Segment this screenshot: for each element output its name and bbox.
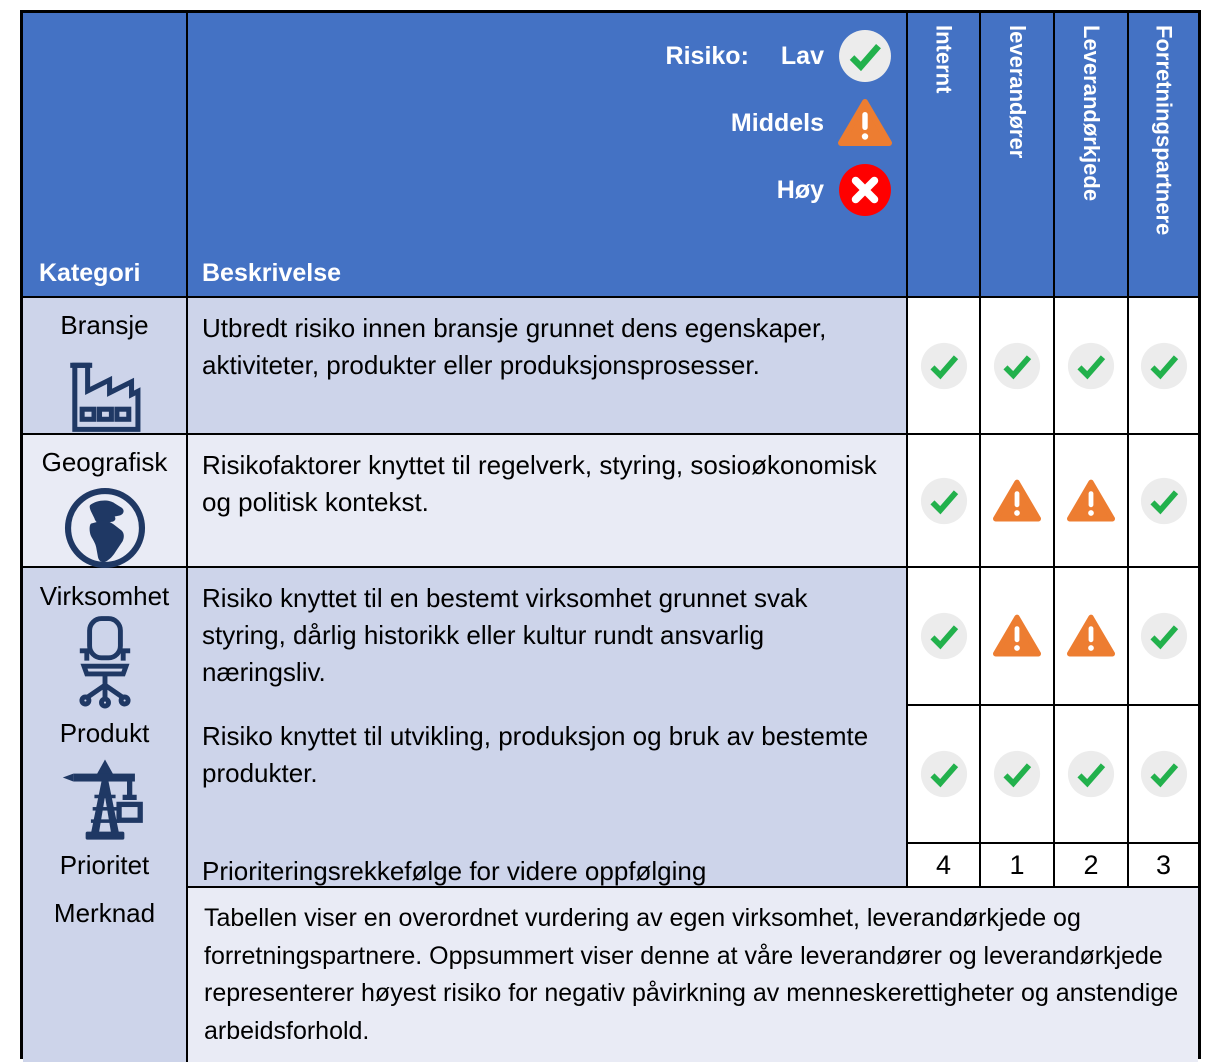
column-header-forretningspartnere <box>1129 13 1198 298</box>
chair-icon <box>70 614 140 710</box>
check-icon <box>1140 342 1188 390</box>
risk-cell-geografisk-leverandorer <box>981 435 1055 568</box>
warning-icon <box>993 612 1041 660</box>
description-bransje: Utbredt risiko innen bransje grunnet dens egenskaper, aktiviteter, produkter eller produksjonsprosesser. <box>188 298 908 435</box>
factory-icon <box>59 347 151 433</box>
beskrivelse-header-cell <box>188 13 908 298</box>
legend-row-high <box>666 163 892 217</box>
legend-high-label: Høy <box>776 175 824 204</box>
risk-cell-geografisk-internt <box>908 435 981 568</box>
legend-title: Risiko: <box>665 41 749 70</box>
risk-cell-geografisk-leverandorkjede <box>1055 435 1129 568</box>
priority-value-internt: 4 <box>908 844 981 888</box>
risk-cell-produkt-leverandorer <box>981 706 1055 844</box>
column-header-leverandorkjede-label: Leverandørkjede <box>1079 25 1104 202</box>
legend-medium-icon-slot <box>838 96 892 150</box>
category-cell-bransje <box>23 298 188 435</box>
risk-assessment-table <box>20 10 1201 1059</box>
check-icon <box>920 477 968 525</box>
description-produkt: Risiko knyttet til utvikling, produksjon og bruk av bestemte produkter. <box>202 721 869 788</box>
check-icon <box>993 750 1041 798</box>
risk-cell-bransje-leverandorkjede <box>1055 298 1129 435</box>
description-virksomhet: Risiko knyttet til en bestemt virksomhet grunnet svak styring, dårlig historikk eller kultur rundt ansvarlig næringsliv. <box>202 583 808 687</box>
check-icon <box>1140 477 1188 525</box>
risk-legend <box>666 29 892 230</box>
check-icon <box>920 750 968 798</box>
risk-cell-bransje-leverandorer <box>981 298 1055 435</box>
note-cell: Tabellen viser en overordnet vurdering av egen virksomhet, leverandørkjede og forretningspartnere. Oppsummert viser denne at våre leverandører og leverandørkjede representerer høyest risiko for negativ påvirkning av menneskerettigheter og anstendige arbeidsforhold. <box>188 888 1198 1062</box>
risk-cell-produkt-leverandorkjede <box>1055 706 1129 844</box>
legend-row-low <box>666 29 892 83</box>
risk-cell-virksomhet-leverandorkjede <box>1055 568 1129 706</box>
warning-icon <box>993 477 1041 525</box>
error-icon <box>838 163 892 217</box>
column-header-leverandorer-label: leverandører <box>1005 25 1030 159</box>
check-icon <box>1140 750 1188 798</box>
category-label-virksomhet: Virksomhet <box>39 581 170 611</box>
category-label-geografisk: Geografisk <box>41 447 168 477</box>
risk-cell-produkt-internt <box>908 706 981 844</box>
crane-icon <box>61 756 149 844</box>
column-header-leverandorkjede <box>1055 13 1129 298</box>
priority-value-leverandorer: 1 <box>981 844 1055 888</box>
check-icon <box>1067 750 1115 798</box>
warning-icon <box>838 96 892 150</box>
risk-cell-bransje-internt <box>908 298 981 435</box>
kategori-header-cell <box>23 13 188 298</box>
check-icon <box>920 342 968 390</box>
check-icon <box>920 612 968 660</box>
risk-cell-virksomhet-internt <box>908 568 981 706</box>
category-cell-geografisk <box>23 435 188 568</box>
legend-high-icon-slot <box>838 163 892 217</box>
column-header-internt <box>908 13 981 298</box>
check-icon <box>993 342 1041 390</box>
priority-value-leverandorkjede: 2 <box>1055 844 1129 888</box>
risk-cell-geografisk-forretningspartnere <box>1129 435 1198 568</box>
check-icon <box>1140 612 1188 660</box>
risk-cell-virksomhet-forretningspartnere <box>1129 568 1198 706</box>
category-label-bransje: Bransje <box>60 310 149 340</box>
warning-icon <box>1067 612 1115 660</box>
category-cell-merged <box>23 568 188 1062</box>
column-header-forretningspartnere-label: Forretningspartnere <box>1151 25 1177 236</box>
risk-cell-virksomhet-leverandorer <box>981 568 1055 706</box>
globe-icon <box>61 484 149 572</box>
category-label-prioritet: Prioritet <box>59 850 150 880</box>
description-geografisk: Risikofaktorer knyttet til regelverk, styring, sosioøkonomisk og politisk kontekst. <box>188 435 908 568</box>
legend-medium-label: Middels <box>730 108 824 137</box>
check-icon <box>1067 342 1115 390</box>
category-label-produkt: Produkt <box>59 718 150 748</box>
risk-cell-bransje-forretningspartnere <box>1129 298 1198 435</box>
priority-value-forretningspartnere: 3 <box>1129 844 1198 888</box>
legend-row-medium <box>666 96 892 150</box>
category-label-merknad: Merknad <box>53 898 156 928</box>
column-header-internt-label: Internt <box>931 25 957 94</box>
column-header-leverandorer <box>981 13 1055 298</box>
check-icon <box>838 29 892 83</box>
description-prioritet: Prioriteringsrekkefølge for videre oppfølging <box>202 856 707 886</box>
legend-low-label: Lav <box>780 41 824 70</box>
beskrivelse-header-label: Beskrivelse <box>202 259 342 287</box>
warning-icon <box>1067 477 1115 525</box>
description-merged-cell <box>188 568 908 888</box>
risk-cell-produkt-forretningspartnere <box>1129 706 1198 844</box>
kategori-header-label: Kategori <box>39 259 141 287</box>
legend-low-icon-slot <box>838 29 892 83</box>
